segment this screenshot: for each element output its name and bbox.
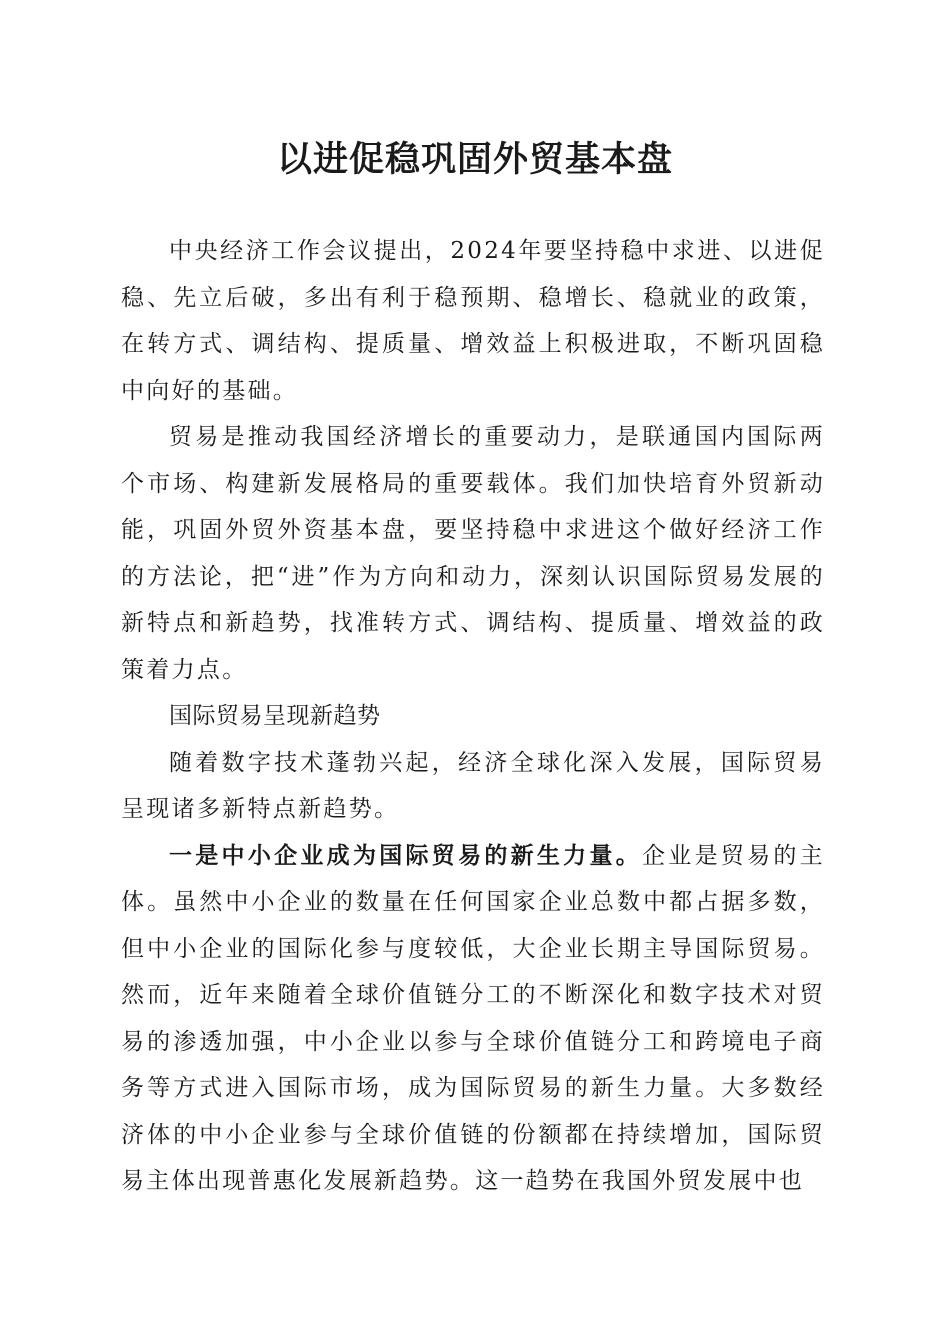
paragraph-trade-role: 贸易是推动我国经济增长的重要动力，是联通国内国际两个市场、构建新发展格局的重要载体。我们加快培育外贸新动能，巩固外贸外资基本盘，要坚持稳中求进这个做好经济工作的方法论，把“进”作为方向和动力，深刻认识国际贸易发展的新特点和新趋势，找准转方式、调结构、提质量、增效益的政策着力点。: [121, 424, 825, 683]
paragraph-new-trends: 随着数字技术蓬勃兴起，经济全球化深入发展，国际贸易呈现诸多新特点新趋势。: [121, 749, 825, 822]
paragraph-sme-text: 企业是贸易的主体。虽然中小企业的数量在任何国家企业总数中都占据多数，但中小企业的国际化参与度较低，大企业长期主导国际贸易。然而，近年来随着全球价值链分工的不断深化和数字技术对贸易的渗透加强，中小企业以参与全球价值链分工和跨境电子商务等方式进入国际市场，成为国际贸易的新生力量。大多数经济体的中小企业参与全球价值链的份额都在持续增加，国际贸易主体出现普惠化发展新趋势。这一趋势在我国外贸发展中也: [121, 842, 825, 1194]
paragraph-intro: 中央经济工作会议提出，2024年要坚持稳中求进、以进促稳、先立后破，多出有利于稳预期、稳增长、稳就业的政策，在转方式、调结构、提质量、增效益上积极进取，不断巩固稳中向好的基础。: [121, 238, 825, 404]
document-title: 以进促稳巩固外贸基本盘: [276, 139, 673, 180]
section-heading: 国际贸易呈现新趋势: [169, 703, 381, 729]
paragraph-lead: 一是中小企业成为国际贸易的新生力量。: [169, 841, 643, 869]
paragraph-sme: [121, 833, 825, 1205]
document-body: [121, 228, 825, 1205]
